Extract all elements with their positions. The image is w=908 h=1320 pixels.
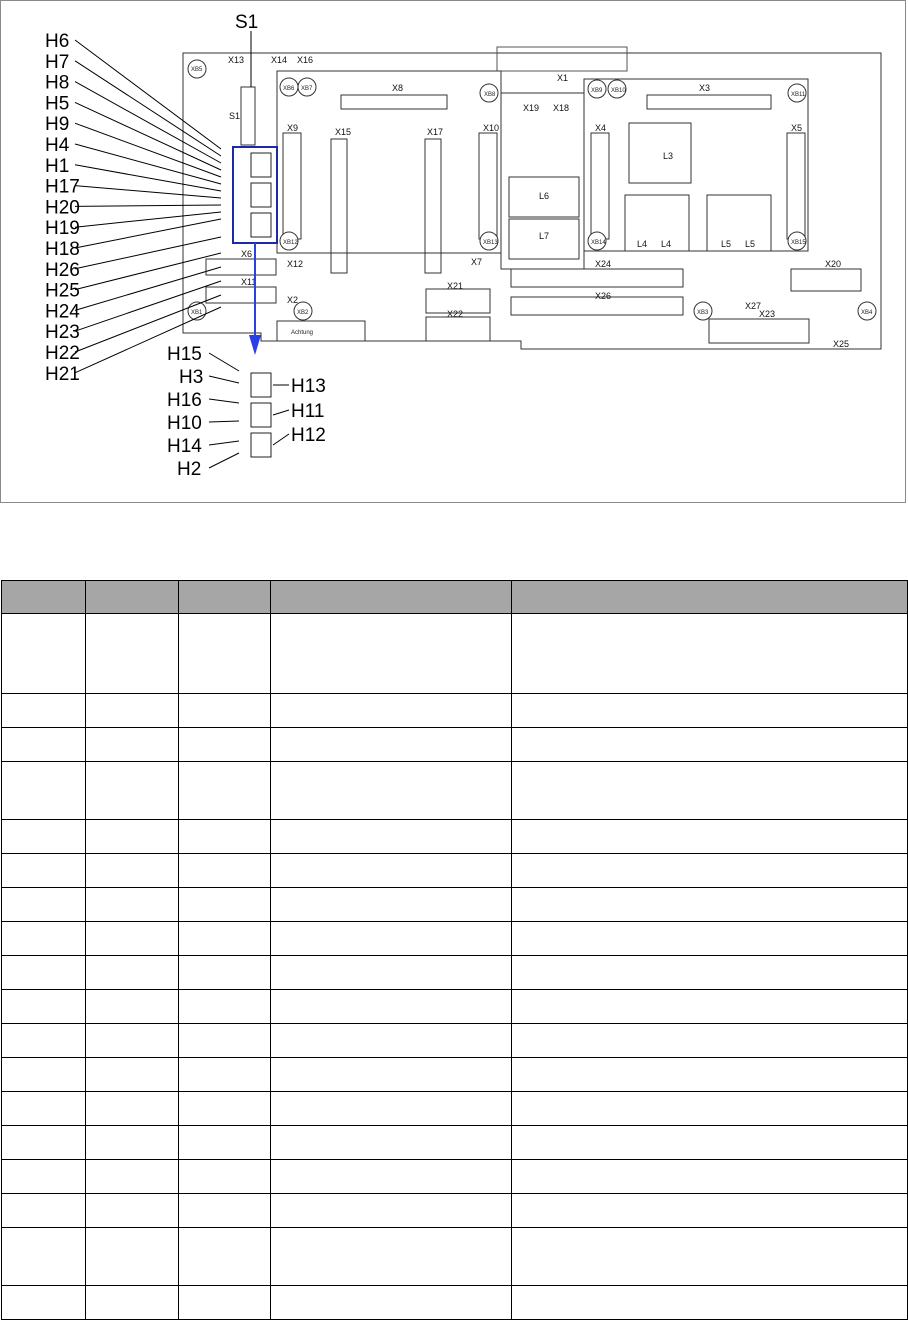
table-cell [271,1024,512,1058]
board-label-connector: X16 [297,55,314,65]
table-cell [2,854,86,888]
board-label-connector: X9 [287,123,299,133]
board-label-inductor: L7 [539,231,550,241]
table-cell [512,888,908,922]
leader-line [75,205,221,206]
callout-h9: H9 [45,114,70,136]
table-row [2,1058,908,1092]
table-cell [271,854,512,888]
table-cell [86,888,179,922]
table-cell [512,956,908,990]
board-label-connector: X27 [745,301,762,311]
callout-h25: H25 [45,280,80,302]
table-cell [179,1024,271,1058]
leader-line [75,253,221,290]
detail-callout-h16: H16 [167,390,202,411]
table-cell [512,922,908,956]
table-cell [179,728,271,762]
table-cell [512,1286,908,1320]
table-cell [2,956,86,990]
table-cell [271,762,512,820]
table-row [2,1092,908,1126]
leader-line [209,453,239,468]
table-row [2,1160,908,1194]
table-cell [2,922,86,956]
board-label-connector: X19 [523,103,540,113]
board-label-connector: X11 [241,277,257,287]
board-label-connector: X12 [287,259,304,269]
table-row [2,728,908,762]
board-label-connector: X6 [241,249,253,259]
table-cell [271,728,512,762]
board-label-xb: XB8 [484,92,496,98]
table-header-cell [86,581,179,614]
callout-h18: H18 [45,239,80,260]
table-cell [271,956,512,990]
table-cell [271,1228,512,1286]
table-row [2,888,908,922]
board-label-connector: X25 [833,339,850,349]
table-cell [512,728,908,762]
leader-line [75,219,221,248]
table-cell [179,956,271,990]
board-label-connector: X23 [759,309,776,319]
table-cell [271,1160,512,1194]
board-label-inductor: L4 [661,239,672,249]
table-cell [512,1228,908,1286]
table-cell [179,1194,271,1228]
table-row [2,1194,908,1228]
callout-s1: S1 [235,12,259,33]
callout-h24: H24 [45,301,80,323]
table-cell [2,1126,86,1160]
table-cell [512,694,908,728]
leader-line [273,410,289,415]
detail-callout-h11: H11 [291,401,325,422]
table-cell [86,1286,179,1320]
table-cell [2,694,86,728]
table-cell [179,1092,271,1126]
table-cell [271,888,512,922]
table-cell [512,1160,908,1194]
table-cell [271,1058,512,1092]
callout-h6: H6 [45,31,70,52]
table-cell [2,1160,86,1194]
table-row [2,956,908,990]
table-cell [86,1058,179,1092]
table-cell [86,1194,179,1228]
board-label-connector: X26 [595,291,612,301]
board-label-connector: X3 [699,83,711,93]
table-cell [86,762,179,820]
board-label-connector: X4 [595,123,607,133]
table-cell [271,820,512,854]
board-label-xb: XB6 [283,86,295,92]
led-detail-view [251,373,271,457]
leader-line [75,237,221,269]
table-cell [512,1024,908,1058]
table-cell [512,1194,908,1228]
table-header-cell [512,581,908,614]
table-header-cell [179,581,271,614]
leader-line [209,353,239,371]
leader-line [75,82,221,163]
table-cell [512,854,908,888]
leader-line [273,434,289,445]
callout-h4: H4 [45,135,70,156]
board-note: Achtung [291,330,314,336]
board-label-connector: X2 [287,295,299,305]
board-label-xb: XB10 [611,88,626,94]
board-label-connector: X5 [791,123,803,133]
board-label-connector: X10 [483,123,500,133]
table-cell [179,1058,271,1092]
board-label-xb: XB3 [697,310,709,316]
callout-h17: H17 [45,176,80,198]
board-label-xb: XB13 [483,240,498,246]
table-cell [86,1228,179,1286]
table-cell [86,1126,179,1160]
table-cell [512,990,908,1024]
callout-h1: H1 [45,155,70,177]
board-label-inductor: L5 [721,239,732,249]
table-cell [86,990,179,1024]
board-label-connector: X21 [447,281,464,291]
table-cell [512,762,908,820]
detail-callout-h2: H2 [177,459,202,480]
callout-h23: H23 [45,322,80,344]
table-cell [179,820,271,854]
table-cell [2,614,86,694]
table-cell [271,614,512,694]
table-row [2,694,908,728]
table-cell [179,1160,271,1194]
board-label-inductor: L4 [637,239,648,249]
board-label-xb: XB15 [791,240,806,246]
table-cell [271,1286,512,1320]
table-cell [86,1160,179,1194]
leader-line [209,421,239,422]
table-cell [2,1092,86,1126]
board-label-switch: S1 [229,111,241,121]
leader-line [209,376,239,383]
table-row [2,990,908,1024]
table-cell [512,1058,908,1092]
board-label-connector: X13 [228,55,245,65]
table-cell [2,990,86,1024]
detail-callout-h12: H12 [291,425,326,446]
table-cell [179,1228,271,1286]
table-cell [271,1126,512,1160]
table-cell [512,1126,908,1160]
table-cell [86,1024,179,1058]
table-cell [271,1194,512,1228]
table-cell [86,956,179,990]
table-cell [2,820,86,854]
table-cell [86,614,179,694]
leader-line [75,212,221,227]
board-label-inductor: L5 [745,239,756,249]
table-row [2,614,908,694]
board-label-connector: X22 [447,309,464,319]
callout-h5: H5 [45,93,70,115]
table-cell [179,614,271,694]
callout-h22: H22 [45,343,80,364]
leader-line [209,399,239,403]
table-row [2,854,908,888]
table-cell [271,694,512,728]
arrow-down-icon [249,335,261,355]
table-cell [271,1092,512,1126]
table-cell [2,1228,86,1286]
board-label-xb: XB4 [861,310,873,316]
detail-callout-h3: H3 [179,367,204,388]
table-row [2,1286,908,1320]
table-cell [2,1286,86,1320]
board-label-connector: X14 [271,55,288,65]
board-label-connector: X1 [557,73,569,83]
table-header-row [2,581,908,614]
seven-segment-display-board [251,153,271,237]
detail-callout-h13: H13 [291,376,326,397]
board-label-connector: X7 [471,257,483,267]
table-row [2,1228,908,1286]
board-label-connector: X24 [595,259,612,269]
board-label-connector: X15 [335,127,352,137]
led-table [1,580,908,1320]
board-label-connector: X17 [427,127,444,137]
table-cell [179,990,271,1024]
detail-callout-h14: H14 [167,436,202,457]
board-label-xb: XB5 [191,67,203,73]
board-label-inductor: L6 [539,191,550,201]
board-label-xb: XB11 [791,92,806,98]
table-cell [512,1092,908,1126]
table-cell [2,762,86,820]
board-label-xb: XB9 [591,88,603,94]
board-label-xb: XB12 [283,240,298,246]
board-label-connector: X8 [392,83,404,93]
table-header-cell [2,581,86,614]
table-cell [2,1058,86,1092]
callout-h19: H19 [45,218,80,240]
table-row [2,1024,908,1058]
diagram-frame [0,0,906,503]
table-cell [2,1194,86,1228]
table-cell [179,922,271,956]
table-cell [86,854,179,888]
table-cell [2,728,86,762]
table-cell [179,1286,271,1320]
callout-h7: H7 [45,51,70,73]
board-label-xb: XB7 [301,86,313,92]
board-label-inductor: L3 [663,151,674,161]
table-row [2,922,908,956]
table-cell [86,694,179,728]
table-cell [179,888,271,922]
board-label-xb: XB1 [191,310,203,316]
table-cell [271,922,512,956]
leader-line [209,441,239,445]
detail-callout-h10: H10 [167,413,202,434]
callout-h8: H8 [45,72,70,94]
callout-h26: H26 [45,259,80,281]
circuit-board-diagram [1,1,907,504]
table-cell [86,922,179,956]
leader-line [75,102,221,170]
table-row [2,1126,908,1160]
table-cell [2,1024,86,1058]
table-row [2,820,908,854]
table-cell [512,820,908,854]
board-label-xb: XB2 [297,310,309,316]
table-cell [179,762,271,820]
table-row [2,762,908,820]
table-cell [179,1126,271,1160]
callout-h20: H20 [45,197,80,219]
callout-h21: H21 [45,363,80,385]
table-cell [86,820,179,854]
leader-line [75,40,221,149]
board-label-xb: XB14 [591,240,606,246]
board-label-connector: X20 [825,259,842,269]
table-cell [86,728,179,762]
table-cell [2,888,86,922]
table-cell [179,694,271,728]
table-cell [271,990,512,1024]
board-label-connector: X18 [553,103,570,113]
table-header-cell [271,581,512,614]
table-cell [86,1092,179,1126]
table-cell [512,614,908,694]
table-cell [179,854,271,888]
detail-callout-h15: H15 [167,344,202,365]
